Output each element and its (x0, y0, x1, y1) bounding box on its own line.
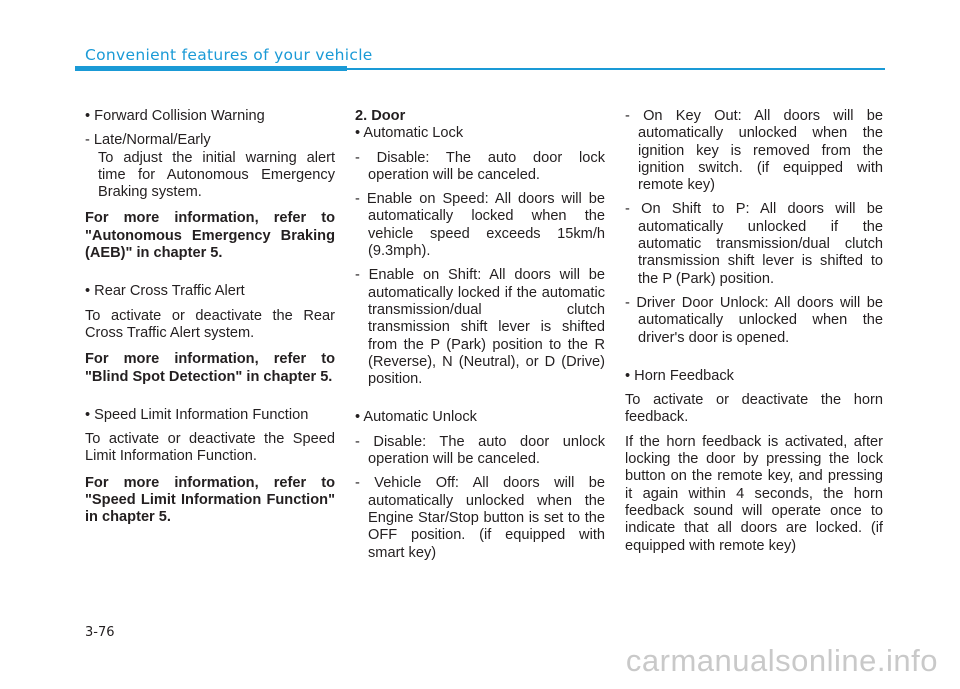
rcta-description: To activate or deactivate the Rear Cross Traffic Alert system. (85, 307, 335, 341)
column-1 (85, 108, 335, 527)
fcw-reference: For more information, refer to "Autonomous Emergency Braking (AEB)" in chapter 5. (85, 210, 335, 262)
fcw-bullet: • Forward Collision Warning (85, 108, 265, 124)
section-title: Convenient features of your vehicle (85, 46, 373, 64)
fcw-option: - Late/Normal/Early (85, 132, 211, 149)
list-item: - Enable on Speed: All doors will be automatically locked when the vehicle speed exceeds 15km/h (9.3mph). (355, 191, 605, 260)
header-rule (347, 68, 885, 70)
horn-feedback-description: To activate or deactivate the horn feedback. (625, 392, 883, 426)
column-2 (355, 108, 605, 562)
list-item: - On Shift to P: All doors will be automatically unlocked if the automatic transmission/dual clutch transmission shift lever is shifted to the P (Park) position. (625, 201, 883, 287)
auto-unlock-bullet: • Automatic Unlock (355, 409, 477, 426)
list-item: - Enable on Shift: All doors will be automatically locked if the automatic transmission/dual clutch transmission shift lever is shifted from the P (Park) position to the R (Reverse), N (Neutral), or D (Drive) position. (355, 267, 605, 388)
header-bar-thick (75, 66, 347, 71)
rcta-reference: For more information, refer to "Blind Spot Detection" in chapter 5. (85, 351, 335, 385)
list-item: - On Key Out: All doors will be automatically unlocked when the ignition key is removed from the ignition switch. (if equipped with remote key) (625, 108, 883, 194)
sli-reference: For more information, refer to "Speed Limit Information Function" in chapter 5. (85, 474, 335, 526)
page-number: 3-76 (85, 625, 115, 640)
list-item: - Driver Door Unlock: All doors will be automatically unlocked when the driver's door is opened. (625, 294, 883, 346)
list-item: - Disable: The auto door lock operation will be canceled. (355, 149, 605, 183)
watermark: carmanualsonline.info (625, 643, 938, 678)
list-item: - Vehicle Off: All doors will be automatically unlocked when the Engine Star/Stop button is set to the OFF position. (if equipped with smart key) (355, 475, 605, 561)
column-3 (625, 108, 883, 555)
sli-description: To activate or deactivate the Speed Limit Information Function. (85, 431, 335, 465)
door-heading: 2. Door (355, 108, 406, 124)
horn-feedback-detail: If the horn feedback is activated, after locking the door by pressing the lock button on the remote key, and pressing it again within 4 seconds, the horn feedback sound will operate once to indicate that all doors are locked. (if equipped with remote key) (625, 433, 883, 554)
fcw-description: To adjust the initial warning alert time for Autonomous Emergency Braking system. (98, 149, 335, 201)
list-item: - Disable: The auto door unlock operation will be canceled. (355, 433, 605, 468)
rcta-bullet: • Rear Cross Traffic Alert (85, 283, 245, 300)
sli-bullet: • Speed Limit Information Function (85, 406, 309, 423)
horn-feedback-bullet: • Horn Feedback (625, 367, 734, 384)
auto-lock-bullet: • Automatic Lock (355, 125, 464, 142)
